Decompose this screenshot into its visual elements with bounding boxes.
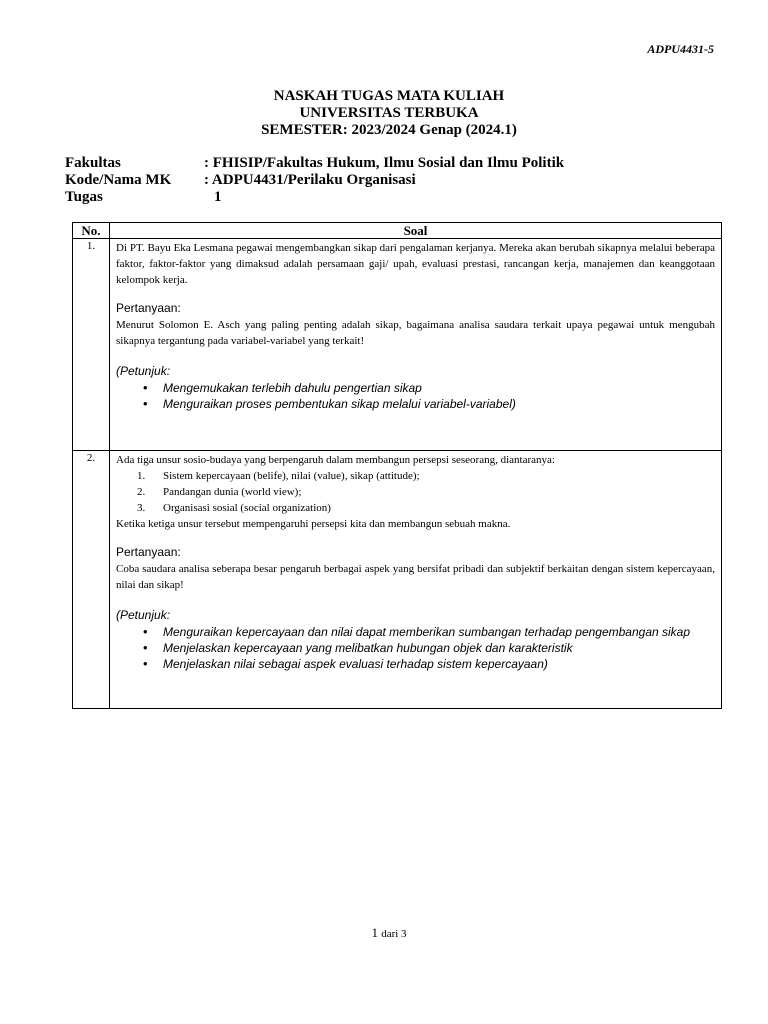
row-number: 1. <box>73 239 110 451</box>
meta-value: : FHISIP/Fakultas Hukum, Ilmu Sosial dan Ilmu Politik <box>204 155 565 171</box>
list-item: 1. Sistem kepercayaan (belife), nilai (value), sikap (attitude); <box>137 470 420 482</box>
table-row <box>73 451 722 709</box>
list-item: • Menguraikan proses pembentukan sikap melalui variabel-variabel) <box>163 396 715 412</box>
page-footer <box>0 925 768 941</box>
element-list <box>116 468 715 516</box>
question-after: Ketika ketiga unsur tersebut mempengaruhi persepsi kita dan membangun sebuah makna. <box>116 518 511 530</box>
page-number: 1 <box>371 925 378 940</box>
meta-row-tugas <box>65 189 564 206</box>
list-item: 3. Organisasi sosial (social organization) <box>137 502 331 514</box>
hint-label: (Petunjuk: <box>116 608 171 622</box>
list-item: • Mengemukakan terlebih dahulu pengertian sikap <box>163 380 715 396</box>
title-line-2: UNIVERSITAS TERBUKA <box>299 105 479 121</box>
question-content <box>110 451 722 709</box>
meta-value: 1 <box>214 189 222 205</box>
document-title <box>0 88 768 139</box>
question-label: Pertanyaan: <box>116 301 181 315</box>
list-item: • Menjelaskan kepercayaan yang melibatkan hubungan objek dan karakteristik <box>163 640 715 656</box>
meta-row-fakultas <box>65 155 564 172</box>
meta-key: Fakultas <box>65 155 121 171</box>
meta-key: Tugas <box>65 189 103 205</box>
col-header-soal: Soal <box>110 223 722 239</box>
hint-list <box>116 380 715 412</box>
question-text: Coba saudara analisa seberapa besar pengaruh berbagai aspek yang bersifat pribadi dan subjektif berkaitan dengan sistem kepercayaan, nilai dan sikap! <box>116 563 715 591</box>
table-header-row <box>73 223 722 239</box>
list-item: • Menguraikan kepercayaan dan nilai dapat memberikan sumbangan terhadap pengembangan sikap <box>163 624 715 640</box>
title-line-3: SEMESTER: 2023/2024 Genap (2024.1) <box>261 122 517 138</box>
question-intro: Di PT. Bayu Eka Lesmana pegawai mengembangkan sikap dari pengalaman kerjanya. Mereka akan berubah sikapnya melalui beberapa faktor, faktor-faktor yang dimaksud adalah persamaan gaji/ upah, evaluasi prestasi, rancangan kerja, manajemen dan keanggotaan kelompok kerja. <box>116 242 715 286</box>
list-item: 2. Pandangan dunia (world view); <box>137 486 302 498</box>
course-meta <box>65 155 564 206</box>
meta-value: : ADPU4431/Perilaku Organisasi <box>204 172 416 188</box>
page-total: dari 3 <box>381 928 407 940</box>
meta-row-kode <box>65 172 564 189</box>
table-row <box>73 239 722 451</box>
question-content <box>110 239 722 451</box>
title-line-1: NASKAH TUGAS MATA KULIAH <box>273 88 505 104</box>
question-text: Menurut Solomon E. Asch yang paling penting adalah sikap, bagaimana analisa saudara terkait upaya pegawai untuk mengubah sikapnya tergantung pada variabel-variabel yang terkait! <box>116 319 715 347</box>
question-label: Pertanyaan: <box>116 545 181 559</box>
question-intro: Ada tiga unsur sosio-budaya yang berpengaruh dalam membangun persepsi seseorang, diantaranya: <box>116 454 555 466</box>
hint-label: (Petunjuk: <box>116 364 171 378</box>
row-number: 2. <box>73 451 110 709</box>
document-code: ADPU4431-5 <box>647 42 714 56</box>
list-item: • Menjelaskan nilai sebagai aspek evaluasi terhadap sistem kepercayaan) <box>163 656 715 672</box>
questions-table <box>72 222 722 709</box>
hint-list <box>116 624 715 672</box>
col-header-no: No. <box>73 223 110 239</box>
meta-key: Kode/Nama MK <box>65 172 172 188</box>
